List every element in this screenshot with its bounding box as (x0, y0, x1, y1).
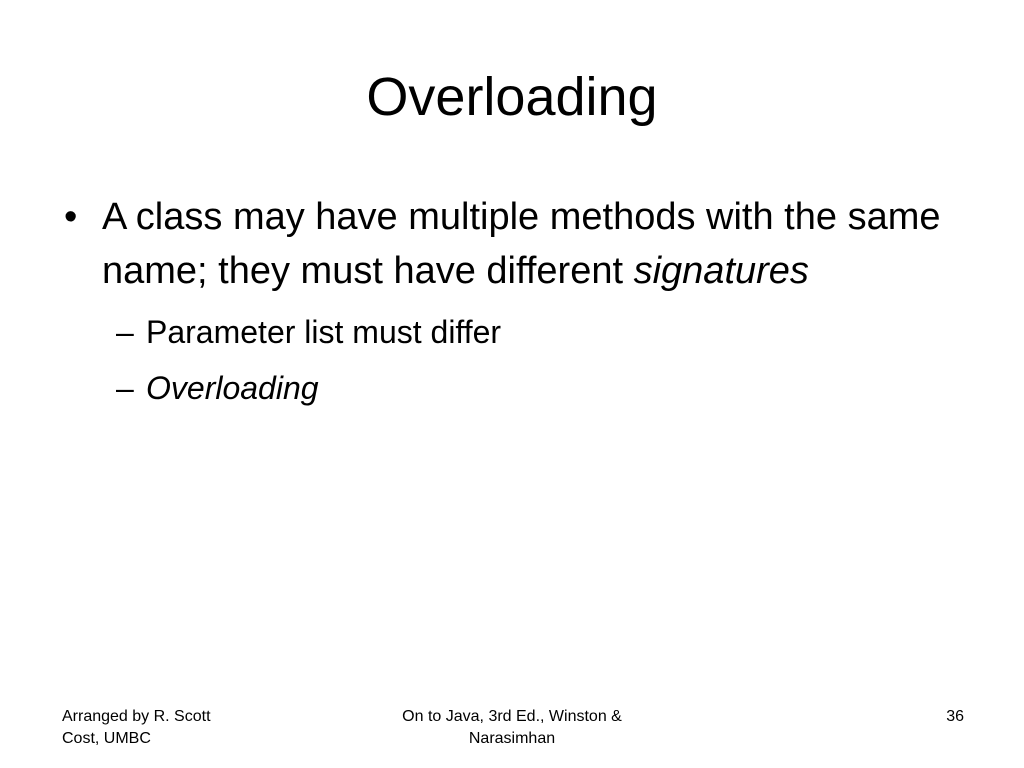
footer-author-line: Cost, UMBC (62, 730, 151, 747)
bullet-text: A class may have multiple methods with the same name; they must have different (102, 196, 941, 292)
slide-number: 36 (946, 708, 964, 725)
sub-bullet-text: Parameter list must differ (146, 314, 502, 350)
sub-bullet-marker: – (116, 370, 134, 406)
bullet-emphasis: signatures (633, 250, 809, 292)
footer-author (62, 706, 292, 750)
sub-bullet-item (102, 304, 944, 360)
sub-bullet-text: Overloading (146, 370, 319, 406)
bullet-marker: • (64, 196, 78, 238)
footer-source (362, 706, 662, 750)
bullet-list (64, 190, 944, 416)
footer-source-line: Narasimhan (468, 730, 556, 747)
slide-title: Overloading (366, 67, 658, 127)
bullet-item (64, 190, 944, 416)
footer-author-line: Arranged by R. Scott (62, 708, 211, 725)
sub-bullet-list (102, 304, 944, 416)
sub-bullet-marker: – (116, 314, 134, 350)
sub-bullet-item (102, 360, 944, 416)
footer-source-line: On to Java, 3rd Ed., Winston & (402, 708, 622, 725)
